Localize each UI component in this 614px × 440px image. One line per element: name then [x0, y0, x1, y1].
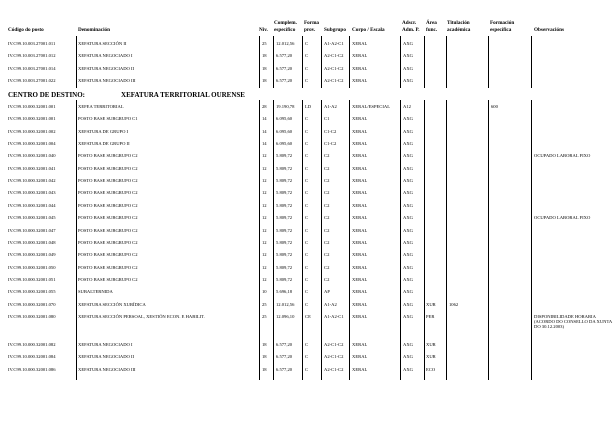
- cell-forma: C: [305, 65, 309, 71]
- cell-comp: 6.095,60: [276, 141, 293, 147]
- header-observacions: Observacións: [534, 27, 564, 33]
- header-adscr-1: Adscr.: [402, 20, 417, 26]
- cell-forma: C: [305, 354, 309, 360]
- header-forma-1: Forma: [304, 20, 319, 26]
- cell-corpo: XERAL: [352, 239, 368, 245]
- header-corpo: Corpo / Escala: [352, 27, 385, 33]
- cell-adscr: AXG: [403, 354, 413, 360]
- cell-corpo: XERAL: [352, 53, 368, 59]
- cell-forma: CE: [305, 313, 311, 319]
- cell-code: IV.C99.10.000.32001.044: [8, 202, 56, 208]
- table-row: [0, 163, 614, 175]
- cell-sub: C2: [324, 264, 330, 270]
- cell-level: 12: [262, 190, 267, 196]
- cell-forma: C: [305, 341, 309, 347]
- cell-comp: 5.809,72: [276, 190, 293, 196]
- column-divider: [321, 100, 322, 380]
- cell-area: XUR: [426, 341, 436, 347]
- table-row: [0, 249, 614, 261]
- cell-name: POSTO BASE SUBGRUPO C2: [78, 252, 138, 258]
- cell-name: POSTO BASE SUBGRUPO C2: [78, 202, 138, 208]
- cell-comp: 6.577,20: [276, 78, 293, 84]
- cell-name: POSTO BASE SUBGRUPO C2: [78, 190, 138, 196]
- table-row: [0, 237, 614, 249]
- cell-area: XUR: [426, 354, 436, 360]
- cell-level: 12: [262, 227, 267, 233]
- cell-comp: 5.809,72: [276, 239, 293, 245]
- cell-code: IV.C99.10.000.32001.070: [8, 301, 56, 307]
- cell-sub: A2-C1-C2: [324, 366, 344, 372]
- cell-forma: C: [305, 165, 309, 171]
- table-row: [0, 75, 614, 87]
- cell-adscr: AXG: [403, 53, 413, 59]
- cell-sub: A1-A2-C1: [324, 41, 344, 46]
- cell-area: ECO: [426, 366, 436, 372]
- cell-sub: C1-C2: [324, 141, 337, 147]
- cell-adscr: AXG: [403, 215, 413, 221]
- column-divider: [302, 100, 303, 380]
- table-row: [0, 150, 614, 162]
- cell-obs: OCUPADO LABORAL FIXO: [534, 153, 591, 159]
- cell-name: POSTO BASE SUBGRUPO C1: [78, 116, 138, 122]
- cell-code: IV.C99.10.000.32001.049: [8, 252, 56, 258]
- cell-name: XEFATURA SECCIÓN II: [78, 41, 127, 46]
- cell-adscr: AXG: [403, 178, 413, 184]
- cell-adscr: AXG: [403, 366, 413, 372]
- cell-level: 12: [262, 264, 267, 270]
- cell-corpo: XERAL: [352, 313, 368, 319]
- cell-forma: C: [305, 78, 309, 84]
- table-row: [0, 138, 614, 150]
- cell-code: IV.C99.10.000.32001.086: [8, 366, 56, 372]
- column-divider: [446, 36, 447, 88]
- header-codigo: Código do posto: [8, 27, 44, 33]
- cell-name: XEFATURA NEGOCIADO III: [78, 366, 136, 372]
- cell-sub: A2-C1-C2: [324, 341, 344, 347]
- column-divider: [76, 100, 77, 380]
- header-area-1: Área: [426, 20, 437, 26]
- cell-name: XEFATURA SECCIÓN PERSOAL, XESTIÓN ECON. E HABILIT.: [78, 313, 205, 319]
- cell-code: IV.C99.10.003.27001.011: [8, 41, 56, 46]
- cell-comp: 12.012,56: [276, 41, 295, 46]
- cell-sub: C2: [324, 178, 330, 184]
- cell-code: IV.C99.10.000.32001.050: [8, 264, 56, 270]
- cell-level: 25: [262, 301, 267, 307]
- cell-code: IV.C99.10.000.32001.043: [8, 190, 56, 196]
- cell-name: XEFATURA NEGOCIADO I: [78, 341, 133, 347]
- cell-level: 25: [262, 41, 267, 46]
- cell-comp: 12.012,56: [276, 301, 295, 307]
- cell-level: 28: [262, 104, 267, 109]
- cell-corpo: XERAL: [352, 190, 368, 196]
- cell-code: IV.C99.10.000.32001.047: [8, 227, 56, 233]
- cell-forma: C: [305, 301, 309, 307]
- cell-comp: 19.190,78: [276, 104, 295, 109]
- cell-adscr: AXG: [403, 165, 413, 171]
- header-complemento-1: Complem.: [274, 20, 297, 26]
- table-row: [0, 175, 614, 187]
- cell-comp: 6.577,20: [276, 366, 293, 372]
- cell-forma: C: [305, 276, 309, 282]
- cell-comp: 5.809,72: [276, 227, 293, 233]
- cell-forma: C: [305, 141, 309, 147]
- column-divider: [424, 100, 425, 380]
- cell-name: XEFATURA NEGOCIADO I: [78, 53, 133, 59]
- cell-sub: C2: [324, 165, 330, 171]
- cell-forma: C: [305, 289, 309, 295]
- cell-adscr: AXG: [403, 41, 413, 46]
- cell-forma: C: [305, 116, 309, 122]
- cell-obs: DISPONIBILIDADE HORARIA (ACORDO DO CONSELLO DA XUNTA DO 30.12.2003): [534, 313, 612, 330]
- cell-name: XEFATURA DE GRUPO II: [78, 141, 130, 147]
- cell-comp: 5.809,72: [276, 252, 293, 258]
- cell-adscr: AXG: [403, 276, 413, 282]
- column-divider: [273, 100, 274, 380]
- column-divider: [400, 100, 401, 380]
- cell-adscr: AXG: [403, 301, 413, 307]
- cell-level: 18: [262, 366, 267, 372]
- cell-comp: 6.577,20: [276, 341, 293, 347]
- cell-adscr: A12: [403, 104, 411, 109]
- cell-comp: 5.809,72: [276, 264, 293, 270]
- cell-comp: 5.809,72: [276, 276, 293, 282]
- cell-forma: C: [305, 153, 309, 159]
- cell-forma: C: [305, 53, 309, 59]
- cell-level: 12: [262, 239, 267, 245]
- cell-forma: C: [305, 41, 309, 46]
- cell-corpo: XERAL: [352, 227, 368, 233]
- cell-corpo: XERAL: [352, 178, 368, 184]
- cell-corpo: XERAL: [352, 153, 368, 159]
- cell-level: 12: [262, 276, 267, 282]
- cell-code: IV.C99.10.000.32001.084: [8, 354, 56, 360]
- cell-name: POSTO BASE SUBGRUPO C2: [78, 165, 138, 171]
- header-titulacion-1: Titulación: [447, 20, 470, 26]
- cell-code: IV.C99.10.000.32001.041: [8, 165, 56, 171]
- header-nivel: Niv.: [259, 27, 268, 33]
- cell-sub: C2: [324, 227, 330, 233]
- cell-corpo: XERAL: [352, 264, 368, 270]
- table-row: [0, 113, 614, 125]
- cell-adscr: AXG: [403, 252, 413, 258]
- table-row: [0, 262, 614, 274]
- cell-name: POSTO BASE SUBGRUPO C2: [78, 227, 138, 233]
- column-divider: [400, 36, 401, 88]
- table-row: [0, 187, 614, 199]
- cell-forma: C: [305, 264, 309, 270]
- cell-corpo: XERAL: [352, 289, 368, 295]
- cell-sub: C2: [324, 215, 330, 221]
- cell-adscr: AXG: [403, 239, 413, 245]
- cell-level: 10: [262, 289, 267, 295]
- cell-corpo: XERAL: [352, 202, 368, 208]
- cell-adscr: AXG: [403, 116, 413, 122]
- cell-sub: C2: [324, 276, 330, 282]
- table-row: [0, 38, 614, 50]
- column-divider: [446, 100, 447, 380]
- cell-level: 18: [262, 78, 267, 84]
- cell-sub: C1-C2: [324, 128, 337, 134]
- section-heading: [8, 91, 245, 99]
- table-row: [0, 299, 614, 311]
- cell-name: POSTO BASE SUBGRUPO C2: [78, 153, 138, 159]
- cell-sub: C2: [324, 252, 330, 258]
- table-row: [0, 200, 614, 212]
- table-row: [0, 126, 614, 138]
- cell-level: 14: [262, 116, 267, 122]
- table-row: [0, 225, 614, 237]
- cell-sub: A2-C1-C2: [324, 78, 344, 84]
- cell-forma: LD: [305, 104, 312, 109]
- table-row: [0, 212, 614, 224]
- cell-comp: 12.096,10: [276, 313, 295, 319]
- table-row: [0, 286, 614, 298]
- cell-comp: 5.809,72: [276, 202, 293, 208]
- cell-area: XUR: [426, 301, 436, 307]
- cell-forma: C: [305, 215, 309, 221]
- cell-adscr: AXG: [403, 227, 413, 233]
- cell-forma: C: [305, 190, 309, 196]
- cell-level: 14: [262, 128, 267, 134]
- cell-level: 12: [262, 202, 267, 208]
- cell-sub: A1-A2: [324, 301, 337, 307]
- cell-comp: 6.577,20: [276, 65, 293, 71]
- cell-forma: C: [305, 128, 309, 134]
- column-divider: [349, 100, 350, 380]
- cell-sub: A1-A2-C1: [324, 313, 344, 319]
- cell-code: IV.C99.10.000.32001.045: [8, 215, 56, 221]
- cell-adscr: AXG: [403, 341, 413, 347]
- cell-code: IV.C99.10.000.32001.051: [8, 276, 56, 282]
- header-complemento-2: específico: [274, 27, 296, 33]
- cell-forma: C: [305, 227, 309, 233]
- header-formacion-2: específica: [490, 27, 512, 33]
- cell-code: IV.C99.10.003.27001.022: [8, 78, 56, 84]
- cell-adscr: AXG: [403, 128, 413, 134]
- cell-name: XEFATURA NEGOCIADO II: [78, 65, 135, 71]
- cell-sub: C2: [324, 190, 330, 196]
- column-divider: [302, 36, 303, 88]
- cell-corpo: XERAL: [352, 141, 368, 147]
- cell-adscr: AXG: [403, 78, 413, 84]
- cell-name: XEFATURA DE GRUPO I: [78, 128, 129, 134]
- header-denominacion: Denominación: [78, 27, 110, 33]
- column-divider: [424, 36, 425, 88]
- cell-corpo: XERAL: [352, 128, 368, 134]
- column-divider: [488, 36, 489, 88]
- cell-adscr: AXG: [403, 190, 413, 196]
- cell-level: 14: [262, 141, 267, 147]
- cell-code: IV.C99.10.000.32001.082: [8, 341, 56, 347]
- cell-code: IV.C99.10.000.32001.042: [8, 178, 56, 184]
- cell-comp: 5.809,72: [276, 215, 293, 221]
- cell-sub: C2: [324, 202, 330, 208]
- cell-comp: 6.095,60: [276, 116, 293, 122]
- column-divider: [349, 36, 350, 88]
- header-formacion-1: Formación: [490, 20, 515, 26]
- cell-adscr: AXG: [403, 153, 413, 159]
- cell-sub: C2: [324, 239, 330, 245]
- cell-corpo: XERAL: [352, 41, 368, 46]
- cell-adscr: AXG: [403, 313, 413, 319]
- cell-adscr: AXG: [403, 202, 413, 208]
- table-row: [0, 101, 614, 113]
- cell-level: 12: [262, 153, 267, 159]
- header-titulacion-2: académica: [447, 27, 471, 33]
- cell-adscr: AXG: [403, 141, 413, 147]
- cell-name: SUBALTERNIDA: [78, 289, 113, 295]
- cell-comp: 5.809,72: [276, 178, 293, 184]
- cell-sub: AP: [324, 289, 330, 295]
- header-adscr-2: Adm. P.: [402, 27, 420, 33]
- cell-level: 18: [262, 341, 267, 347]
- cell-level: 12: [262, 178, 267, 184]
- cell-comp: 6.577,20: [276, 354, 293, 360]
- table-row: [0, 274, 614, 286]
- cell-corpo: XERAL: [352, 78, 368, 84]
- cell-forma: C: [305, 239, 309, 245]
- cell-level: 18: [262, 53, 267, 59]
- cell-forma: C: [305, 252, 309, 258]
- cell-code: IV.C99.10.000.32001.040: [8, 153, 56, 159]
- section-name: XEFATURA TERRITORIAL OURENSE: [121, 91, 245, 99]
- cell-name: POSTO BASE SUBGRUPO C2: [78, 276, 138, 282]
- cell-comp: 6.095,60: [276, 128, 293, 134]
- table-row: [0, 339, 614, 351]
- cell-corpo: XERAL: [352, 252, 368, 258]
- cell-obs: OCUPADO LABORAL FIXO: [534, 215, 591, 221]
- cell-code: IV.C99.10.000.32001.004: [8, 141, 56, 147]
- column-divider: [531, 36, 532, 88]
- header-forma-2: prov.: [304, 27, 316, 33]
- cell-corpo: XERAL: [352, 341, 368, 347]
- table-row: [0, 63, 614, 75]
- cell-sub: A1-A2: [324, 104, 337, 109]
- table-row: [0, 311, 614, 339]
- cell-form: 600: [491, 104, 498, 109]
- cell-corpo: XERAL: [352, 366, 368, 372]
- cell-corpo: XERAL: [352, 276, 368, 282]
- cell-sub: A2-C1-C2: [324, 354, 344, 360]
- column-divider: [321, 36, 322, 88]
- cell-corpo: XERAL: [352, 301, 368, 307]
- cell-level: 12: [262, 165, 267, 171]
- column-divider: [259, 100, 260, 380]
- cell-comp: 6.577,20: [276, 53, 293, 59]
- cell-level: 18: [262, 354, 267, 360]
- cell-code: IV.C99.10.000.32001.055: [8, 289, 56, 295]
- cell-tit: 1062: [449, 301, 459, 307]
- cell-corpo: XERAL/ESPECIAL: [352, 104, 391, 109]
- cell-name: POSTO BASE SUBGRUPO C2: [78, 264, 138, 270]
- cell-code: IV.C99.10.000.32001.001: [8, 104, 56, 109]
- cell-forma: C: [305, 366, 309, 372]
- cell-name: XEFATURA SECCIÓN XURÍDICA: [78, 301, 146, 307]
- cell-sub: A2-C1-C2: [324, 53, 344, 59]
- column-divider: [531, 100, 532, 380]
- cell-code: IV.C99.10.000.32001.001: [8, 116, 56, 122]
- cell-level: 12: [262, 215, 267, 221]
- cell-name: XEFATURA NEGOCIADO II: [78, 354, 135, 360]
- cell-level: 18: [262, 65, 267, 71]
- cell-name: XEFATURA NEGOCIADO III: [78, 78, 136, 84]
- cell-sub: A2-C1-C2: [324, 65, 344, 71]
- cell-corpo: XERAL: [352, 116, 368, 122]
- table-row: [0, 351, 614, 363]
- table-row: [0, 364, 614, 376]
- cell-code: IV.C99.10.003.27001.012: [8, 53, 56, 59]
- section-label: CENTRO DE DESTINO:: [8, 91, 86, 99]
- cell-forma: C: [305, 178, 309, 184]
- cell-name: POSTO BASE SUBGRUPO C2: [78, 239, 138, 245]
- column-divider: [273, 36, 274, 88]
- cell-corpo: XERAL: [352, 354, 368, 360]
- cell-comp: 5.809,72: [276, 165, 293, 171]
- cell-name: POSTO BASE SUBGRUPO C2: [78, 178, 138, 184]
- cell-adscr: AXG: [403, 65, 413, 71]
- column-divider: [488, 100, 489, 380]
- cell-comp: 5.696,18: [276, 289, 293, 295]
- column-divider: [259, 36, 260, 88]
- table-row: [0, 50, 614, 62]
- cell-code: IV.C99.10.003.27001.014: [8, 65, 56, 71]
- cell-forma: C: [305, 202, 309, 208]
- cell-adscr: AXG: [403, 289, 413, 295]
- cell-name: XEFEA TERRITORIAL: [78, 104, 124, 109]
- cell-sub: C2: [324, 153, 330, 159]
- column-divider: [76, 36, 77, 88]
- cell-comp: 5.809,72: [276, 153, 293, 159]
- cell-corpo: XERAL: [352, 165, 368, 171]
- cell-code: IV.C99.10.000.32001.048: [8, 239, 56, 245]
- cell-code: IV.C99.10.000.32001.002: [8, 128, 56, 134]
- cell-code: IV.C99.10.000.32001.080: [8, 313, 56, 319]
- cell-corpo: XERAL: [352, 65, 368, 71]
- cell-name: POSTO BASE SUBGRUPO C2: [78, 215, 138, 221]
- cell-area: PER: [426, 313, 435, 319]
- header-subgrupo: Subgrupo: [324, 27, 346, 33]
- cell-corpo: XERAL: [352, 215, 368, 221]
- cell-level: 25: [262, 313, 267, 319]
- cell-sub: C1: [324, 116, 330, 122]
- cell-adscr: AXG: [403, 264, 413, 270]
- header-area-2: func.: [426, 27, 438, 33]
- cell-level: 12: [262, 252, 267, 258]
